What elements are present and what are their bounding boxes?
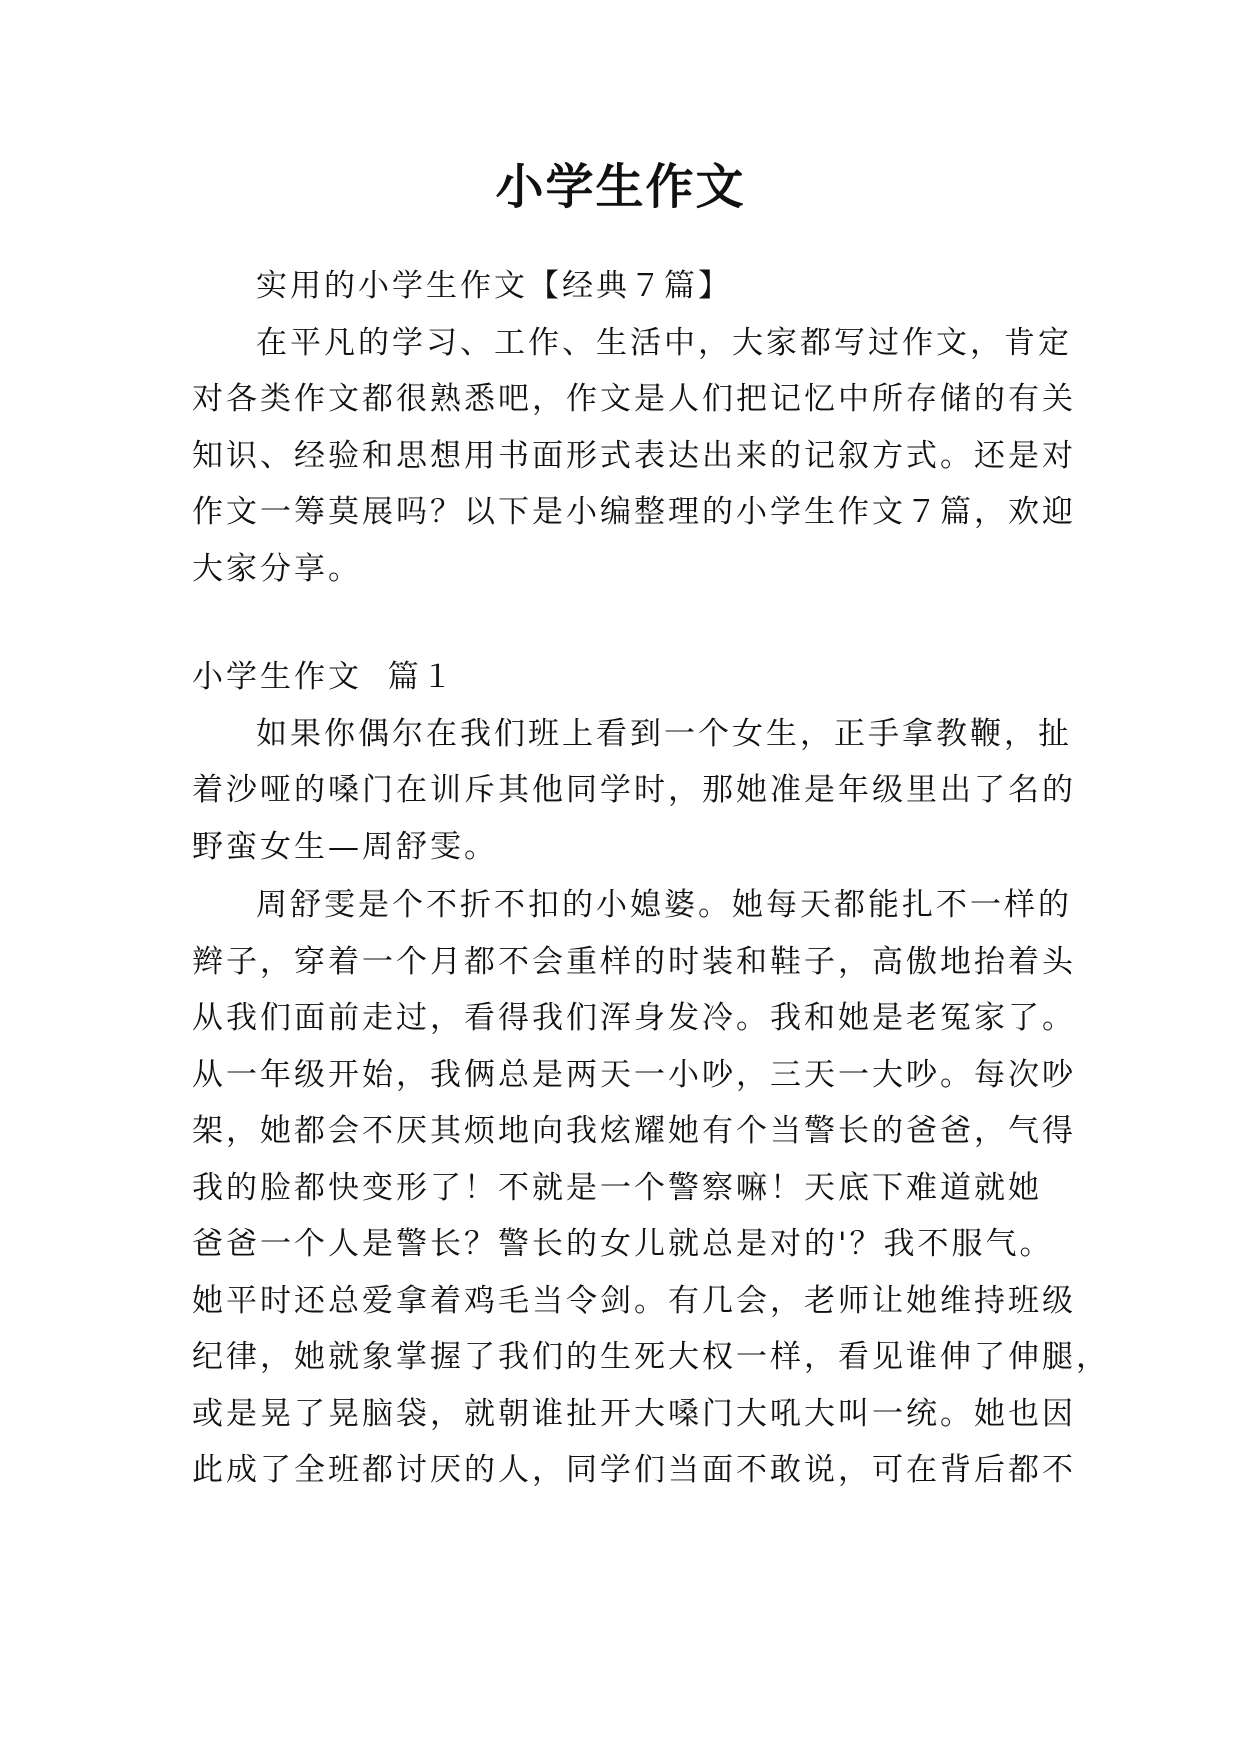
paragraph-line: 或是晃了晃脑袋，就朝谁扯开大嗓门大吼大叫一统。她也因 [192, 1395, 1076, 1432]
paragraph-1 [192, 706, 1076, 876]
paragraph-line: 着沙哑的嗓门在训斥其他同学时，那她准是年级里出了名的 [192, 772, 1076, 808]
document-body [192, 258, 1110, 1499]
paragraph-line: 如果你偶尔在我们班上看到一个女生，正手拿教鞭，扯 [256, 715, 1072, 752]
paragraph-line: 她平时还总爱拿着鸡毛当令剑。有几会，老师让她维持班级 [192, 1282, 1076, 1319]
document-title: 小学生作文 [495, 159, 746, 215]
paragraph-line: 野蛮女生—周舒雯。 [192, 828, 498, 865]
intro-line: 大家分享。 [192, 550, 362, 587]
paragraph-line: 从一年级开始，我俩总是两天一小吵，三天一大吵。每次吵 [192, 1056, 1076, 1093]
paragraph-line: 辫子，穿着一个月都不会重样的时装和鞋子，高傲地抬着头 [192, 943, 1076, 980]
paragraph-2 [192, 877, 1110, 1499]
paragraph-line: 纪律，她就象掌握了我们的生死大权一样，看见谁伸了伸腿， [192, 1339, 1110, 1375]
intro-heading: 实用的小学生作文【经典７篇】 [256, 268, 732, 304]
intro-paragraph [192, 315, 1076, 598]
paragraph-line: 此成了全班都讨厌的人，同学们当面不敢说，可在背后都不 [192, 1452, 1076, 1488]
paragraph-line: 我的脸都快变形了！不就是一个警察嘛！天底下难道就她 [192, 1169, 1042, 1206]
paragraph-line: 架，她都会不厌其烦地向我炫耀她有个当警长的爸爸，气得 [192, 1113, 1076, 1149]
paragraph-line: 从我们面前走过，看得我们浑身发冷。我和她是老冤家了。 [192, 1000, 1076, 1036]
intro-line: 在平凡的学习、工作、生活中，大家都写过作文，肯定 [256, 324, 1072, 361]
intro-line: 对各类作文都很熟悉吧，作文是人们把记忆中所存储的有关 [192, 381, 1076, 417]
section-heading: 小学生作文 篇１ [192, 659, 456, 695]
intro-line: 知识、经验和思想用书面形式表达出来的记叙方式。还是对 [192, 437, 1076, 474]
intro-line: 作文一筹莫展吗？以下是小编整理的小学生作文７篇，欢迎 [192, 494, 1076, 530]
paragraph-line: 周舒雯是个不折不扣的小媳婆。她每天都能扎不一样的 [256, 887, 1072, 923]
paragraph-line: 爸爸一个人是警长？警长的女儿就总是对的'？我不服气。 [192, 1226, 1054, 1262]
